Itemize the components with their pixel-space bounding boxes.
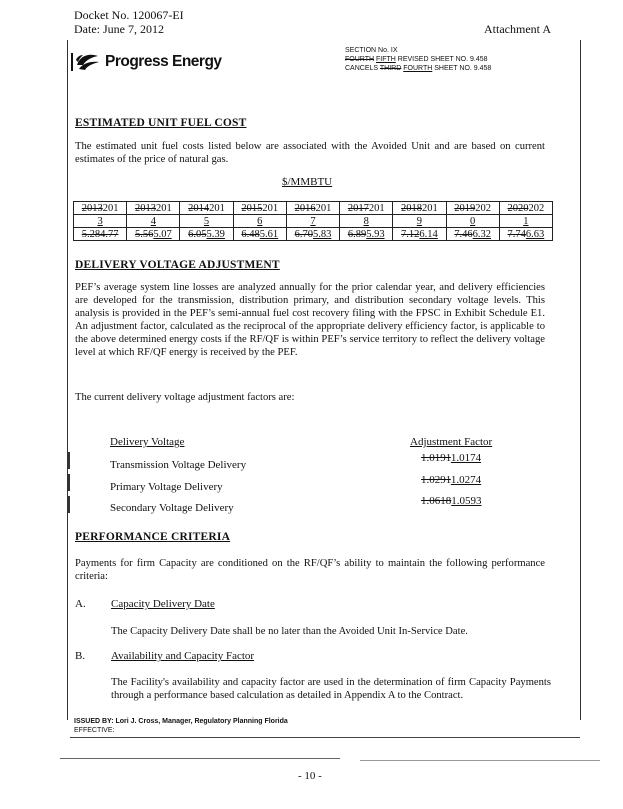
item-a-title: Capacity Delivery Date: [111, 598, 215, 610]
year-suffix-cell: 0: [446, 215, 499, 228]
year-cell: 2013201: [127, 202, 180, 215]
revised-sheet-line: FOURTH FIFTH REVISED SHEET NO. 9.458: [345, 56, 488, 63]
year-cell: 2016201: [286, 202, 339, 215]
year-cell: 2014201: [180, 202, 233, 215]
delivery-heading: DELIVERY VOLTAGE ADJUSTMENT: [75, 259, 280, 271]
year-cell: 2015201: [233, 202, 286, 215]
year-suffix-cell: 7: [286, 215, 339, 228]
section-number: SECTION No. IX: [345, 47, 398, 54]
logo-text: Progress Energy: [105, 53, 222, 70]
revision-bar: [68, 452, 70, 469]
revision-bar: [68, 474, 70, 491]
item-b-title: Availability and Capacity Factor: [111, 650, 255, 662]
factor-transmission: 1.01911.0174: [421, 452, 482, 464]
attachment-label: Attachment A: [484, 22, 551, 36]
delivery-body: PEF’s average system line losses are analyzed annually for the prior calendar year, and delivery efficiencies are developed for the transmission, distribution primary, and distribution secondary voltage levels. This analysis is provided in the PEF’s semi-annual fuel cost recovery filing with the FPSC in Exhibit Schedule E1. An adjustment factor, calculated as the reciprocal of the appropriate delivery efficiency factor, is applicable to the above determined energy costs if the RF/QF is within PEF’s service territory to reflect the delivery voltage level at which RF/QF energy is received by the PEF.: [75, 282, 545, 358]
year-suffix-cell: 4: [127, 215, 180, 228]
fuel-year-row: [74, 202, 553, 215]
docket-number: Docket No. 120067-EI: [74, 8, 184, 22]
performance-body: Payments for firm Capacity are conditioned on the RF/QF’s ability to maintain the following performance criteria:: [75, 558, 545, 582]
cancels-sheet-line: CANCELS THIRD FOURTH SHEET NO. 9.458: [345, 65, 492, 72]
year-cell: 2020202: [499, 202, 552, 215]
voltage-label-primary: Primary Voltage Delivery: [110, 481, 223, 493]
year-cell: 2019202: [446, 202, 499, 215]
item-b-letter: B.: [75, 650, 86, 662]
value-cell: 6.895.93: [340, 228, 393, 241]
value-cell: 7.466.32: [446, 228, 499, 241]
value-cell: 6.705.83: [286, 228, 339, 241]
fuel-year-suffix-row: [74, 215, 553, 228]
year-cell: 2018201: [393, 202, 446, 215]
factor-primary: 1.02911.0274: [421, 474, 482, 486]
fuel-value-row: [74, 228, 553, 241]
logo-mark-icon: [70, 51, 102, 73]
issued-by: ISSUED BY: Lori J. Cross, Manager, Regulatory Planning Florida: [74, 718, 288, 725]
year-suffix-cell: 3: [74, 215, 127, 228]
fuel-cost-heading: ESTIMATED UNIT FUEL COST: [75, 117, 247, 129]
voltage-label-secondary: Secondary Voltage Delivery: [110, 502, 234, 514]
right-margin-rule: [580, 40, 581, 720]
scan-line-right: [360, 760, 600, 761]
year-cell: 2013201: [74, 202, 127, 215]
scan-line-left: [60, 758, 340, 759]
fuel-cost-body: The estimated unit fuel costs listed below are associated with the Avoided Unit and are based on current estimates of the price of natural gas.: [75, 141, 545, 165]
year-cell: 2017201: [340, 202, 393, 215]
value-cell: 5.565.07: [127, 228, 180, 241]
fuel-cost-table: [73, 201, 553, 241]
factor-secondary: 1.06181.0593: [421, 495, 482, 507]
value-cell: 7.126.14: [393, 228, 446, 241]
item-a-letter: A.: [75, 598, 86, 610]
performance-heading: PERFORMANCE CRITERIA: [75, 531, 231, 543]
revision-bar: [68, 496, 70, 513]
effective-label: EFFECTIVE:: [74, 727, 115, 734]
value-cell: 6.055.39: [180, 228, 233, 241]
item-a-body: The Capacity Delivery Date shall be no later than the Avoided Unit In-Service Date.: [111, 626, 468, 637]
voltage-label-transmission: Transmission Voltage Delivery: [110, 459, 247, 471]
page-number: - 10 -: [298, 770, 322, 782]
col-delivery-voltage: Delivery Voltage: [110, 436, 185, 448]
company-logo: [70, 51, 222, 73]
delivery-current-text: The current delivery voltage adjustment factors are:: [75, 392, 295, 403]
col-adjustment-factor: Adjustment Factor: [410, 436, 493, 448]
year-suffix-cell: 8: [340, 215, 393, 228]
year-suffix-cell: 9: [393, 215, 446, 228]
value-cell: 7.746.63: [499, 228, 552, 241]
year-suffix-cell: 6: [233, 215, 286, 228]
value-cell: 5.284.77: [74, 228, 127, 241]
document-date: Date: June 7, 2012: [74, 22, 164, 36]
fuel-cost-unit: $/MMBTU: [282, 176, 333, 188]
year-suffix-cell: 1: [499, 215, 552, 228]
year-suffix-cell: 5: [180, 215, 233, 228]
left-margin-rule: [67, 40, 68, 720]
value-cell: 6.485.61: [233, 228, 286, 241]
item-b-body: The Facility's availability and capacity factor are used in the determination of firm Capacity Payments through a performance based calculation as detailed in Appendix A to the Contract.: [111, 677, 551, 701]
footer-rule: [70, 737, 580, 738]
